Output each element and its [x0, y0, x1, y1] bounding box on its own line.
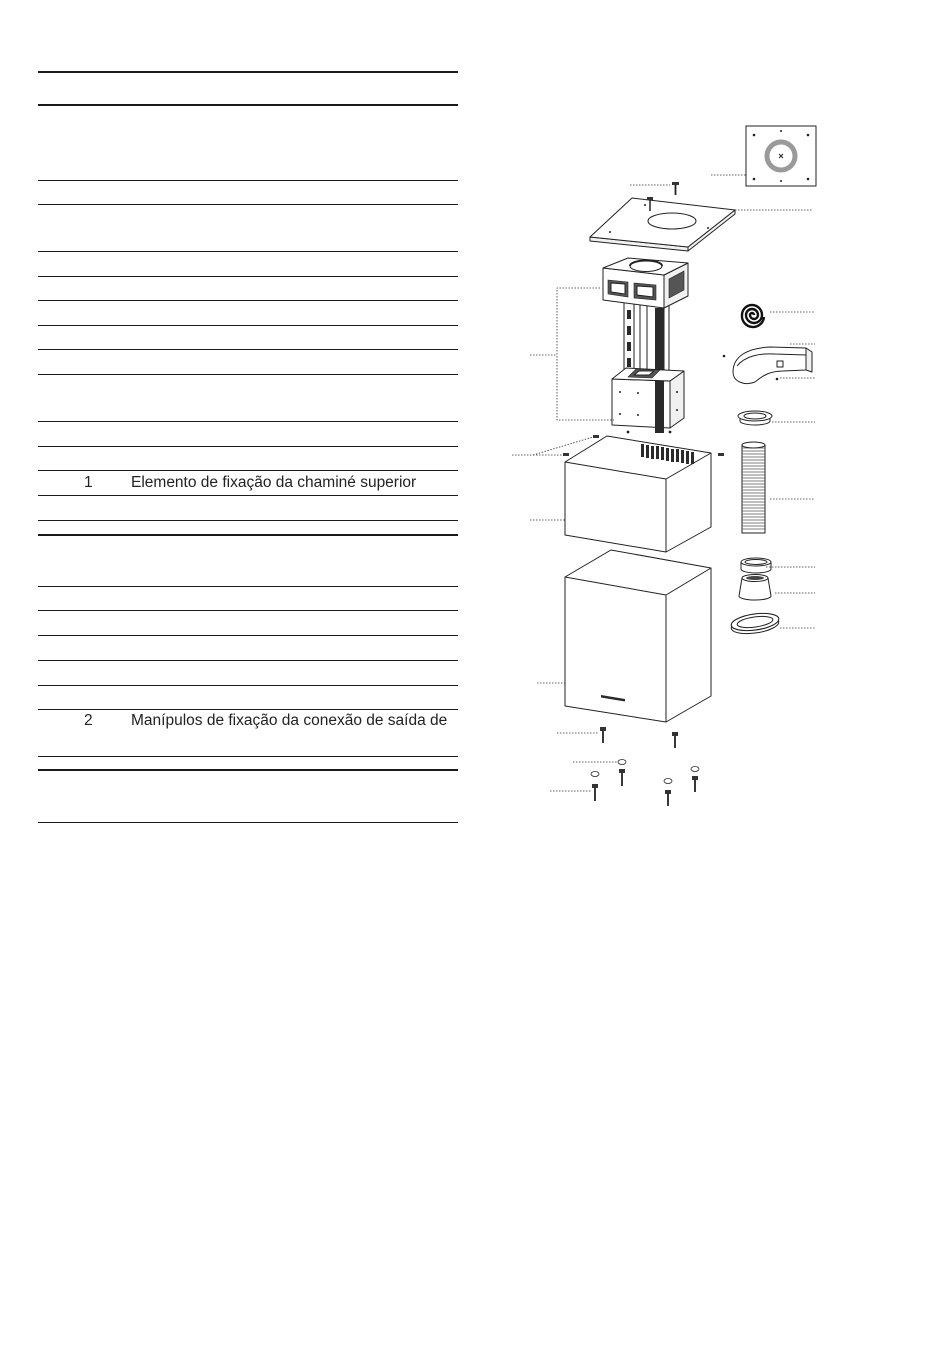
screw-head: [619, 769, 625, 773]
screw-head: [592, 784, 598, 788]
leader-bracket: [557, 288, 614, 420]
part-label: Elemento de fixação da chaminé superior: [131, 474, 417, 491]
lower-chimney: [565, 550, 711, 722]
rail-slot: [627, 358, 631, 367]
table-rule: [38, 660, 458, 661]
mounting-plate-stud-head: [647, 197, 653, 200]
table-rule: [38, 421, 458, 422]
table-rule: [38, 374, 458, 375]
bolt: [563, 453, 569, 456]
frame-hole: [637, 414, 639, 416]
screw-head: [600, 727, 606, 731]
connector-tab: [777, 361, 783, 367]
lower-chimney-top-edge: [565, 550, 711, 577]
washer: [591, 772, 599, 777]
screw-head: [672, 182, 679, 185]
top-screw: [672, 182, 679, 195]
reducer-hole: [746, 576, 764, 580]
mounting-plate-hole: [648, 213, 696, 229]
frame-hole: [676, 409, 678, 411]
ceiling-plate-hole: [753, 178, 756, 181]
connector-screw: [776, 378, 779, 381]
frame-hole: [676, 391, 678, 393]
mounting-plate: [590, 197, 735, 251]
frame-foot: [627, 431, 630, 434]
rail-slot: [627, 326, 631, 335]
vent-slot: [646, 445, 649, 458]
ceiling-plate-hole: [753, 134, 756, 137]
washer: [691, 767, 699, 772]
ceiling-plate-hole: [780, 180, 782, 182]
table-rule: [38, 446, 458, 447]
table-rule: [38, 685, 458, 686]
table-rule: [38, 349, 458, 350]
lower-chimney-front: [565, 577, 666, 722]
part-label: Manípulos de fixação da conexão de saída de: [131, 712, 448, 729]
frame-upper-cutout-inner: [611, 283, 625, 294]
upper-chimney-side: [666, 453, 711, 552]
vent-slot: [691, 452, 694, 464]
upper-chimney-vents: [641, 444, 694, 464]
table-rule: [38, 610, 458, 611]
vent-slot: [666, 448, 669, 461]
frame-hole: [637, 392, 639, 394]
frame-rail: [640, 303, 647, 371]
frame-rail-dark: [655, 381, 664, 433]
table-rule: [38, 635, 458, 636]
small-ring-hole: [745, 560, 767, 565]
table-rule: [38, 251, 458, 252]
vent-slot: [676, 449, 679, 462]
mounting-plate-hole: [609, 231, 611, 233]
part-number: 1: [84, 474, 93, 491]
frame-rail: [664, 306, 669, 372]
ceiling-plate: [746, 126, 816, 186]
table-rule: [38, 586, 458, 587]
frame-hole: [619, 413, 621, 415]
table-rule: [38, 180, 458, 181]
reducer: [739, 575, 771, 601]
bolt: [718, 453, 724, 456]
small-ring: [741, 558, 771, 573]
rail-slot: [627, 342, 631, 351]
table-rule: [38, 769, 458, 771]
table-row: [38, 709, 458, 733]
rail-slot: [627, 310, 631, 319]
table-rule: [38, 756, 458, 757]
screw-head: [692, 776, 698, 780]
table-rule: [38, 71, 458, 73]
table-rule: [38, 300, 458, 301]
frame-foot: [669, 431, 672, 434]
vent-slot: [671, 449, 674, 462]
ceiling-plate-hole: [807, 134, 810, 137]
upper-chimney-front: [565, 462, 666, 552]
telescopic-frame: [603, 258, 688, 433]
table-rule: [38, 520, 458, 521]
flexible-hose: [742, 442, 765, 533]
vent-slot: [641, 444, 644, 457]
mounting-plate-hole: [707, 227, 709, 229]
fixing-screws: [591, 727, 699, 806]
flange-ring: [738, 411, 772, 425]
table-rule: [38, 276, 458, 277]
frame-upper-cutout-inner: [637, 286, 653, 297]
mounting-plate-hole: [644, 204, 646, 206]
ceiling-plate-hole: [780, 130, 782, 132]
upper-chimney-top-edge: [565, 436, 711, 462]
vent-slot: [651, 446, 654, 459]
washer: [664, 779, 672, 784]
lower-chimney-side: [666, 568, 711, 722]
frame-hole: [619, 391, 621, 393]
table-rule: [38, 104, 458, 106]
bolt: [593, 435, 599, 438]
washer: [618, 760, 626, 765]
table-row: [38, 471, 458, 495]
table-rule: [38, 822, 458, 823]
connector-screw: [723, 355, 726, 358]
part-number: 2: [84, 712, 93, 729]
screw-head: [672, 732, 678, 736]
table-rule: [38, 325, 458, 326]
gasket: [730, 611, 780, 637]
vent-slot: [686, 451, 689, 464]
hose-opening: [742, 442, 765, 448]
vent-slot: [681, 450, 684, 463]
screw-head: [665, 790, 671, 794]
upper-chimney: [565, 436, 711, 552]
table-rule: [38, 495, 458, 496]
table-rule: [38, 204, 458, 205]
exploded-diagram: [500, 115, 830, 815]
ceiling-plate-hole: [807, 178, 810, 181]
vent-slot: [656, 446, 659, 459]
table-rule: [38, 534, 458, 536]
vent-slot: [661, 447, 664, 460]
flange-ring-hole: [744, 413, 766, 419]
spiral-cable: [742, 305, 764, 327]
connector-end: [806, 348, 812, 372]
